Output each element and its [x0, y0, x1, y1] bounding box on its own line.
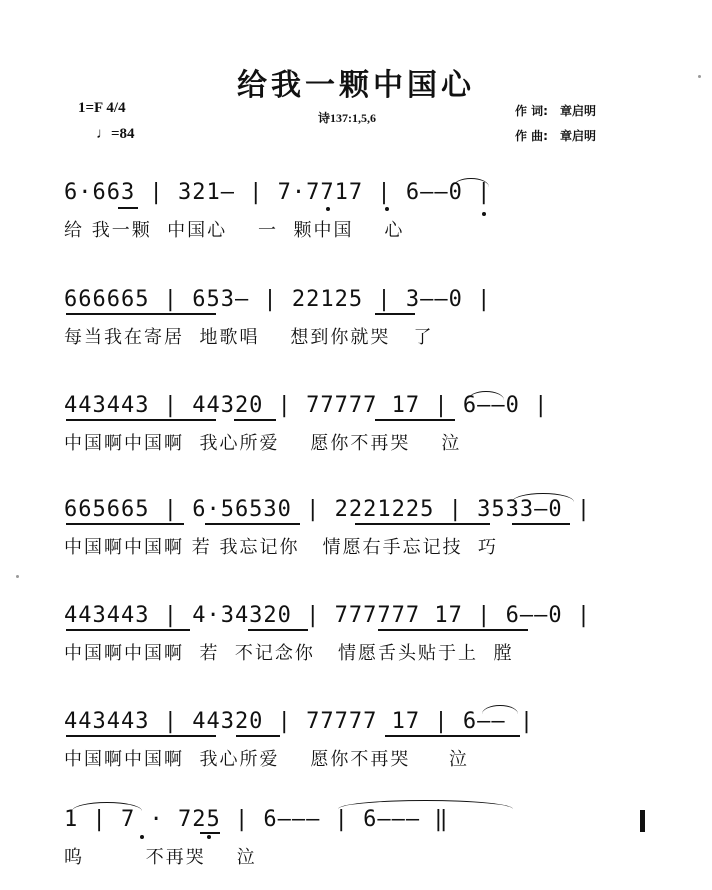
low-octave-dot — [482, 212, 486, 216]
scan-speck — [16, 575, 19, 578]
lyrics-line: 中国啊中国啊 我心所爱 愿你不再哭 泣 — [64, 433, 462, 454]
underline-mark — [512, 523, 570, 525]
lyrics-line: 中国啊中国啊 若 不记念你 情愿舌头贴于上 膛 — [64, 643, 514, 664]
low-octave-dot — [207, 835, 211, 839]
notation-row-1 — [64, 180, 664, 260]
lyricist-name: 章启明 — [559, 104, 596, 118]
composer-credit — [515, 127, 596, 144]
quarter-note-icon: ♩ — [96, 126, 111, 142]
underline-mark — [375, 313, 415, 315]
notes-line: 443443 | 44320 | 77777 17 | 6–– | — [64, 709, 535, 734]
underline-mark — [375, 419, 455, 421]
lyrics-line: 中国啊中国啊 若 我忘记你 情愿右手忘记技 巧 — [64, 537, 499, 558]
underline-mark — [355, 523, 490, 525]
underline-mark — [205, 523, 300, 525]
notes-line: 6·663 | 321– | 7·7717 | 6––0 | — [64, 180, 492, 205]
low-octave-dot — [326, 207, 330, 211]
scripture-reference: 诗137:1,5,6 — [318, 111, 376, 125]
underline-mark — [66, 735, 216, 737]
tempo-marking — [96, 126, 135, 143]
slur-mark — [72, 802, 142, 811]
notation-row-4 — [64, 497, 664, 577]
underline-mark — [234, 419, 276, 421]
lyricist-label: 作 词: — [515, 104, 548, 118]
notes-line: 666665 | 653– | 22125 | 3––0 | — [64, 287, 492, 312]
low-octave-dot — [140, 835, 144, 839]
key-time-signature: 1=F 4/4 — [78, 100, 126, 116]
underline-mark — [236, 735, 280, 737]
lyricist-credit — [515, 102, 596, 119]
notes-line: 1 | 7 · 725 | 6––– | 6––– ‖ — [64, 807, 449, 832]
underline-mark — [385, 735, 520, 737]
underline-mark — [378, 629, 528, 631]
scan-speck — [698, 75, 701, 78]
underline-mark — [200, 832, 220, 834]
lyrics-line: 每当我在寄居 地歌唱 想到你就哭 了 — [64, 327, 434, 348]
notation-row-6 — [64, 709, 664, 789]
slur-mark — [338, 800, 513, 809]
notes-line: 443443 | 4·34320 | 777777 17 | 6––0 | — [64, 603, 592, 628]
notes-line: 665665 | 6·56530 | 2221225 | 3533–0 | — [64, 497, 592, 522]
notation-row-3 — [64, 393, 664, 473]
notation-row-7 — [64, 807, 664, 887]
lyrics-line: 给 我一颗 中国心 一 颗中国 心 — [64, 220, 405, 241]
slur-mark — [482, 705, 518, 714]
underline-mark — [118, 207, 138, 209]
underline-mark — [66, 419, 216, 421]
tempo-value: =84 — [111, 126, 135, 142]
notes-line: 443443 | 44320 | 77777 17 | 6––0 | — [64, 393, 549, 418]
notation-row-2 — [64, 287, 664, 367]
underline-mark — [66, 523, 184, 525]
composer-label: 作 曲: — [515, 129, 548, 143]
song-title: 给我一颗中国心 — [237, 68, 475, 103]
lyrics-line: 呜 不再哭 泣 — [64, 847, 257, 868]
final-barline — [640, 810, 645, 832]
composer-name: 章启明 — [559, 129, 596, 143]
lyrics-line: 中国啊中国啊 我心所爱 愿你不再哭 泣 — [64, 749, 469, 770]
underline-mark — [66, 313, 216, 315]
notation-row-5 — [64, 603, 664, 683]
underline-mark — [66, 629, 190, 631]
low-octave-dot — [385, 207, 389, 211]
underline-mark — [248, 629, 308, 631]
slur-mark — [512, 493, 574, 502]
